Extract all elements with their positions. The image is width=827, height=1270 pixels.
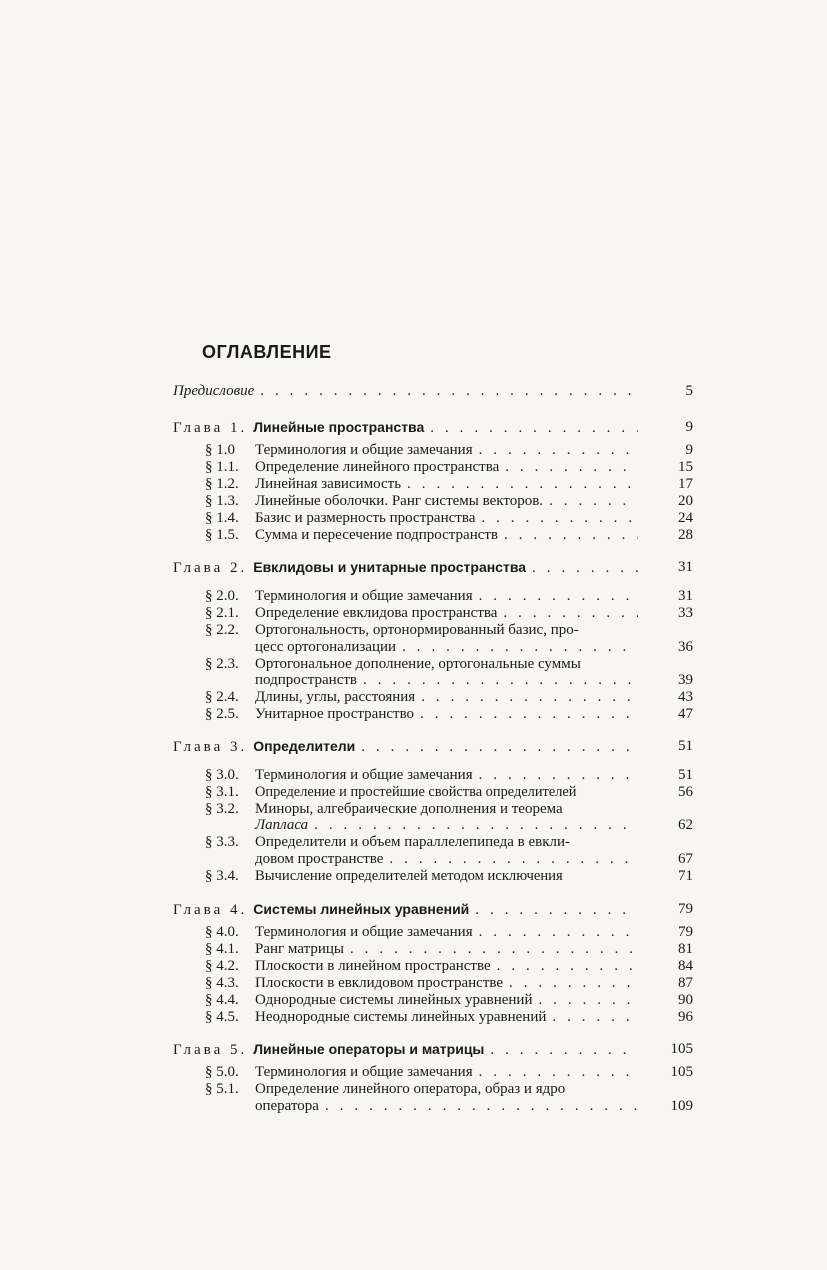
leader-dots	[361, 739, 638, 756]
page-title: ОГЛАВЛЕНИЕ	[202, 342, 332, 362]
page-number: 33	[678, 605, 693, 621]
section-number: § 2.1.	[205, 605, 239, 621]
section-title-continued: Лапласа	[255, 817, 309, 833]
section-title: Линейная зависимость	[255, 476, 402, 492]
section-number: § 1.5.	[205, 527, 239, 543]
toc-section	[205, 975, 693, 992]
toc-section	[205, 924, 693, 941]
page-number: 15	[678, 459, 693, 475]
section-number: § 4.4.	[205, 992, 239, 1008]
page-number: 47	[678, 706, 693, 722]
page-number: 67	[678, 851, 693, 867]
section-number: § 3.2.	[205, 801, 239, 817]
toc-section-multiline	[205, 1081, 565, 1098]
section-title-continued: цесс ортогонализации	[255, 639, 397, 655]
toc-section	[205, 527, 693, 544]
toc-section-multiline	[205, 622, 579, 639]
section-title: Плоскости в линейном пространстве	[255, 958, 491, 974]
section-title: Линейные оболочки. Ранг системы векторов.	[255, 493, 544, 509]
leader-dots	[481, 510, 638, 527]
section-title: Определители и объем параллелепипеда в евкли-	[255, 834, 570, 850]
section-title: Определение линейного пространства	[255, 459, 500, 475]
page-number: 105	[670, 1041, 693, 1057]
toc-entry-preface	[173, 383, 693, 400]
toc-section-continuation	[255, 851, 693, 868]
leader-dots	[503, 605, 638, 622]
chapter-prefix: Глава 4.	[173, 902, 248, 918]
toc-section	[205, 958, 693, 975]
toc-section	[205, 459, 693, 476]
leader-dots	[407, 476, 638, 493]
page-number: 43	[678, 689, 693, 705]
toc-chapter-3	[173, 738, 693, 756]
toc-section	[205, 1064, 693, 1081]
leader-dots	[430, 420, 638, 437]
leader-dots	[479, 1064, 638, 1081]
section-number: § 5.0.	[205, 1064, 239, 1080]
leader-dots	[549, 493, 638, 510]
page-number: 17	[678, 476, 693, 492]
page-number: 56	[678, 784, 693, 800]
section-number: § 3.3.	[205, 834, 239, 850]
leader-dots	[479, 767, 638, 784]
section-title: Терминология и общие замечания	[255, 924, 473, 940]
page-number: 62	[678, 817, 693, 833]
leader-dots	[260, 383, 638, 400]
toc-section	[205, 476, 693, 493]
page-number: 9	[685, 442, 693, 458]
page-number: 51	[678, 767, 693, 783]
section-number: § 3.1.	[205, 784, 239, 800]
page-number: 24	[678, 510, 693, 526]
toc-section-continuation	[255, 672, 693, 689]
section-title: Терминология и общие замечания	[255, 442, 473, 458]
toc-section-continuation	[255, 1098, 693, 1115]
section-title: Определение линейного оператора, образ и ядро	[255, 1081, 566, 1097]
section-number: § 2.0.	[205, 588, 239, 604]
section-number: § 4.5.	[205, 1009, 239, 1025]
toc-section	[205, 706, 693, 723]
chapter-prefix: Глава 2.	[173, 560, 248, 576]
page-number: 9	[685, 419, 693, 435]
toc-section	[205, 1009, 693, 1026]
chapter-prefix: Глава 5.	[173, 1042, 248, 1058]
preface-label: Предисловие	[173, 383, 255, 399]
toc-section	[205, 784, 693, 801]
toc-section	[205, 941, 693, 958]
section-title: Миноры, алгебраические дополнения и теорема	[255, 801, 563, 817]
leader-dots	[420, 706, 638, 723]
toc-section	[205, 442, 693, 459]
toc-chapter-5	[173, 1041, 693, 1059]
section-title-continued: оператора	[255, 1098, 319, 1114]
chapter-prefix: Глава 1.	[173, 420, 248, 436]
section-title: Определение евклидова пространства	[255, 605, 498, 621]
section-title: Терминология и общие замечания	[255, 767, 473, 783]
section-title: Ранг матрицы	[255, 941, 344, 957]
toc-chapter-1	[173, 419, 693, 437]
section-number: § 4.0.	[205, 924, 239, 940]
section-number: § 1.2.	[205, 476, 239, 492]
toc-section	[205, 510, 693, 527]
page-number: 87	[678, 975, 693, 991]
page-number: 71	[678, 868, 693, 884]
leader-dots	[402, 639, 638, 656]
section-number: § 2.3.	[205, 656, 239, 672]
chapter-title: Системы линейных уравнений	[253, 901, 470, 917]
section-title-continued: довом пространстве	[255, 851, 384, 867]
section-title: Определение и простейшие свойства определителей	[255, 784, 577, 800]
leader-dots	[479, 588, 638, 605]
toc-section	[205, 493, 693, 510]
toc-section-multiline	[205, 834, 570, 851]
section-title: Терминология и общие замечания	[255, 588, 473, 604]
section-title: Унитарное пространство	[255, 706, 415, 722]
section-number: § 3.4.	[205, 868, 239, 884]
page-number: 39	[678, 672, 693, 688]
toc-section	[205, 767, 693, 784]
section-number: § 2.4.	[205, 689, 239, 705]
page-number: 90	[678, 992, 693, 1008]
leader-dots	[509, 975, 638, 992]
section-title: Сумма и пересечение подпространств	[255, 527, 499, 543]
section-number: § 1.0	[205, 442, 235, 458]
leader-dots	[497, 958, 638, 975]
toc-section-continuation	[255, 817, 693, 834]
section-number: § 1.3.	[205, 493, 239, 509]
page-number: 84	[678, 958, 693, 974]
toc-chapter-4	[173, 901, 693, 919]
section-title: Длины, углы, расстояния	[255, 689, 416, 705]
leader-dots	[421, 689, 638, 706]
toc-section-multiline	[205, 801, 563, 818]
section-title: Ортогональное дополнение, ортогональные суммы	[255, 656, 581, 672]
section-number: § 4.2.	[205, 958, 239, 974]
page-number: 31	[678, 559, 693, 575]
page-number: 51	[678, 738, 693, 754]
toc-section-multiline	[205, 656, 581, 673]
section-title-continued: подпространств	[255, 672, 358, 688]
toc-section	[205, 992, 693, 1009]
leader-dots	[504, 527, 638, 544]
section-title: Вычисление определителей методом исключения	[255, 868, 563, 884]
section-number: § 3.0.	[205, 767, 239, 783]
leader-dots	[314, 817, 638, 834]
section-title: Базис и размерность пространства	[255, 510, 476, 526]
chapter-prefix: Глава 3.	[173, 739, 248, 755]
toc-section	[205, 868, 693, 885]
leader-dots	[363, 672, 638, 689]
toc-section	[205, 605, 693, 622]
page-number: 105	[670, 1064, 693, 1080]
section-title: Однородные системы линейных уравнений	[255, 992, 533, 1008]
section-title: Неоднородные системы линейных уравнений	[255, 1009, 547, 1025]
page-number: 36	[678, 639, 693, 655]
page-number: 20	[678, 493, 693, 509]
leader-dots	[479, 924, 638, 941]
page-number: 79	[678, 924, 693, 940]
leader-dots	[532, 560, 638, 577]
section-number: § 2.2.	[205, 622, 239, 638]
page-number: 5	[685, 383, 693, 399]
toc-section-continuation	[255, 639, 693, 656]
toc-section	[205, 588, 693, 605]
chapter-title: Евклидовы и унитарные пространства	[253, 559, 527, 575]
leader-dots	[505, 459, 638, 476]
page-number: 31	[678, 588, 693, 604]
leader-dots	[490, 1042, 638, 1059]
section-number: § 1.4.	[205, 510, 239, 526]
section-number: § 5.1.	[205, 1081, 239, 1097]
leader-dots	[475, 902, 638, 919]
section-number: § 1.1.	[205, 459, 239, 475]
section-title: Ортогональность, ортонормированный базис, про-	[255, 622, 579, 638]
page-number: 28	[678, 527, 693, 543]
page-number: 81	[678, 941, 693, 957]
page-number: 79	[678, 901, 693, 917]
leader-dots	[389, 851, 638, 868]
section-number: § 4.1.	[205, 941, 239, 957]
page-number: 109	[670, 1098, 693, 1114]
page-number: 96	[678, 1009, 693, 1025]
chapter-title: Линейные пространства	[253, 419, 425, 435]
leader-dots	[350, 941, 638, 958]
chapter-title: Линейные операторы и матрицы	[253, 1041, 485, 1057]
leader-dots	[552, 1009, 638, 1026]
toc-chapter-2	[173, 559, 693, 577]
chapter-title: Определители	[253, 738, 356, 754]
toc-section	[205, 689, 693, 706]
leader-dots	[479, 442, 638, 459]
section-number: § 2.5.	[205, 706, 239, 722]
leader-dots	[325, 1098, 638, 1115]
section-title: Плоскости в евклидовом пространстве	[255, 975, 504, 991]
section-title: Терминология и общие замечания	[255, 1064, 473, 1080]
section-number: § 4.3.	[205, 975, 239, 991]
leader-dots	[538, 992, 638, 1009]
